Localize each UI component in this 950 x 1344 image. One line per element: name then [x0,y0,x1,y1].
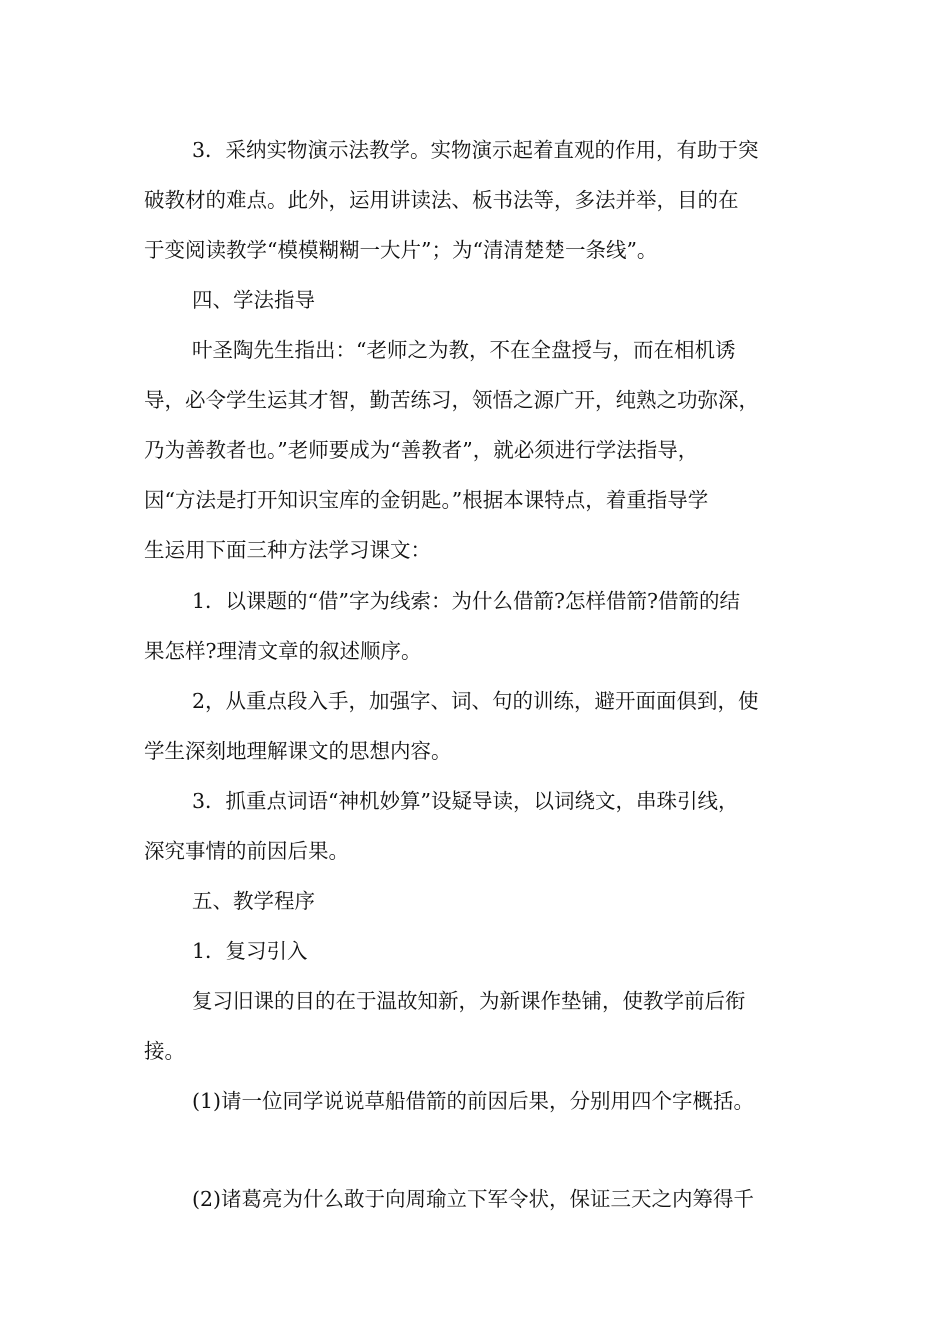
list-item-line: 3．抓重点词语“神机妙算”设疑导读，以词绕文，串珠引线， [192,789,739,813]
paragraph-line: 因“方法是打开知识宝库的金钥匙。”根据本课特点，着重指导学 [144,488,709,512]
question-line: (2)诸葛亮为什么敢于向周瑜立下军令状，保证三天之内筹得千 [192,1187,755,1211]
paragraph-line: 导，必令学生运其才智，勤苦练习，领悟之源广开，纯熟之功弥深， [144,388,759,412]
list-item-line: 2，从重点段入手，加强字、词、句的训练，避开面面俱到，使 [192,689,759,713]
subsection-heading: 1．复习引入 [192,939,308,963]
list-item-line: 深究事情的前因后果。 [144,839,349,863]
paragraph-line: 生运用下面三种方法学习课文： [144,538,431,562]
section-heading: 五、教学程序 [192,889,315,913]
paragraph-line: 复习旧课的目的在于温故知新，为新课作垫铺，使教学前后衔 [192,989,746,1013]
section-heading: 四、学法指导 [192,288,315,312]
paragraph-line: 3．采纳实物演示法教学。实物演示起着直观的作用，有助于突 [192,138,759,162]
list-item-line: 果怎样?理清文章的叙述顺序。 [144,639,422,663]
paragraph-line: 叶圣陶先生指出：“老师之为教，不在全盘授与，而在相机诱 [192,338,736,362]
list-item-line: 1．以课题的“借”字为线索：为什么借箭?怎样借箭?借箭的结 [192,589,740,613]
question-line: (1)请一位同学说说草船借箭的前因后果，分别用四个字概括。 [192,1089,755,1113]
paragraph-line: 乃为善教者也。”老师要成为“善教者”，就必须进行学法指导， [144,438,699,462]
paragraph-line: 破教材的难点。此外，运用讲读法、板书法等，多法并举，目的在 [144,188,739,212]
paragraph-line: 接。 [144,1039,185,1063]
list-item-line: 学生深刻地理解课文的思想内容。 [144,739,452,763]
paragraph-line: 于变阅读教学“模模糊糊一大片”；为“清清楚楚一条线”。 [144,238,658,262]
